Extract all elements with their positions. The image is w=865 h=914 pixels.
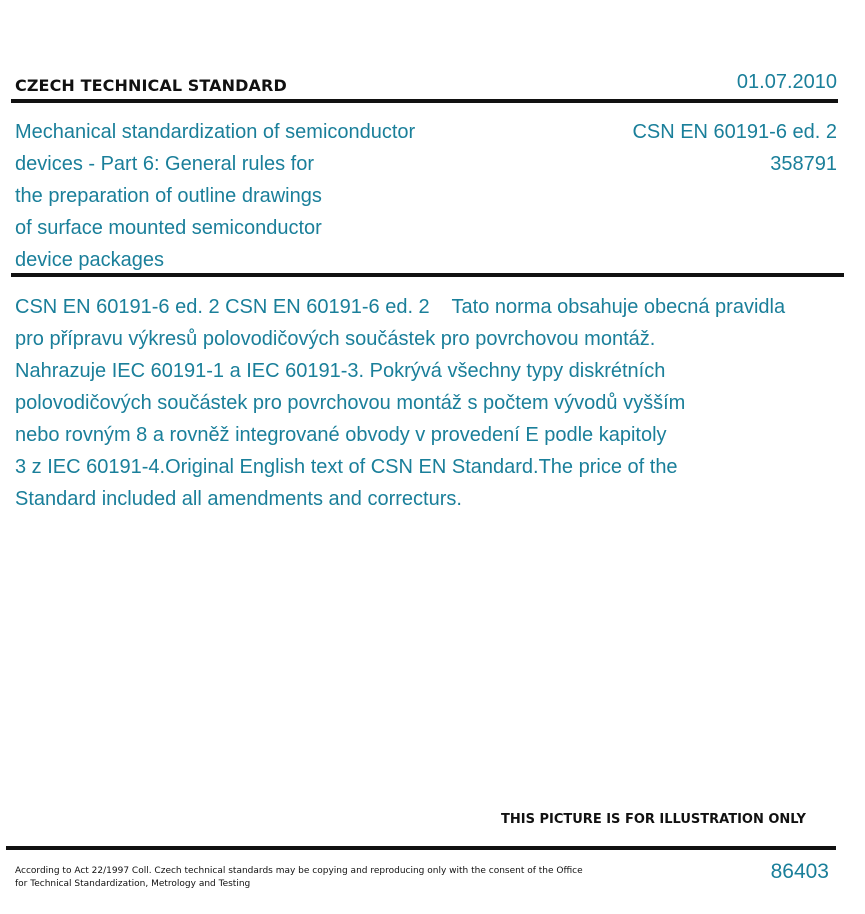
footer-code: 86403 (770, 860, 829, 883)
header-date: 01.07.2010 (736, 71, 837, 93)
description-line: 3 z IEC 60191-4.Original English text of CSN EN Standard.The price of the (15, 456, 678, 478)
standard-number: 358791 (770, 153, 837, 175)
illustration-note: THIS PICTURE IS FOR ILLUSTRATION ONLY (501, 812, 806, 827)
header-rule (11, 99, 838, 103)
standard-id: CSN EN 60191-6 ed. 2 (632, 121, 837, 143)
standard-identifier (632, 116, 837, 180)
legal-line: According to Act 22/1997 Coll. Czech technical standards may be copying and reproducing only with the consent of the Office (15, 866, 583, 876)
standard-title (15, 116, 475, 276)
footer-rule (6, 846, 836, 850)
description-line: nebo rovným 8 a rovněž integrované obvody v provedení E podle kapitoly (15, 424, 667, 446)
legal-notice (15, 865, 615, 890)
description (15, 291, 845, 515)
title-line: devices - Part 6: General rules for (15, 153, 315, 175)
title-line: the preparation of outline drawings (15, 185, 322, 207)
header-title: CZECH TECHNICAL STANDARD (15, 76, 287, 95)
description-line: Standard included all amendments and correcturs. (15, 488, 462, 510)
title-line: device packages (15, 249, 164, 271)
title-line: Mechanical standardization of semiconductor (15, 121, 416, 143)
description-line: CSN EN 60191-6 ed. 2 CSN EN 60191-6 ed. 2 Tato norma obsahuje obecná pravidla (15, 296, 786, 318)
title-line: of surface mounted semiconductor (15, 217, 322, 239)
title-rule (11, 273, 844, 277)
description-line: polovodičových součástek pro povrchovou montáž s počtem vývodů vyšším (15, 392, 686, 414)
legal-line: for Technical Standardization, Metrology and Testing (15, 878, 251, 889)
description-line: pro přípravu výkresů polovodičových součástek pro povrchovou montáž. (15, 328, 656, 350)
description-line: Nahrazuje IEC 60191-1 a IEC 60191-3. Pokrývá všechny typy diskrétních (15, 360, 666, 382)
